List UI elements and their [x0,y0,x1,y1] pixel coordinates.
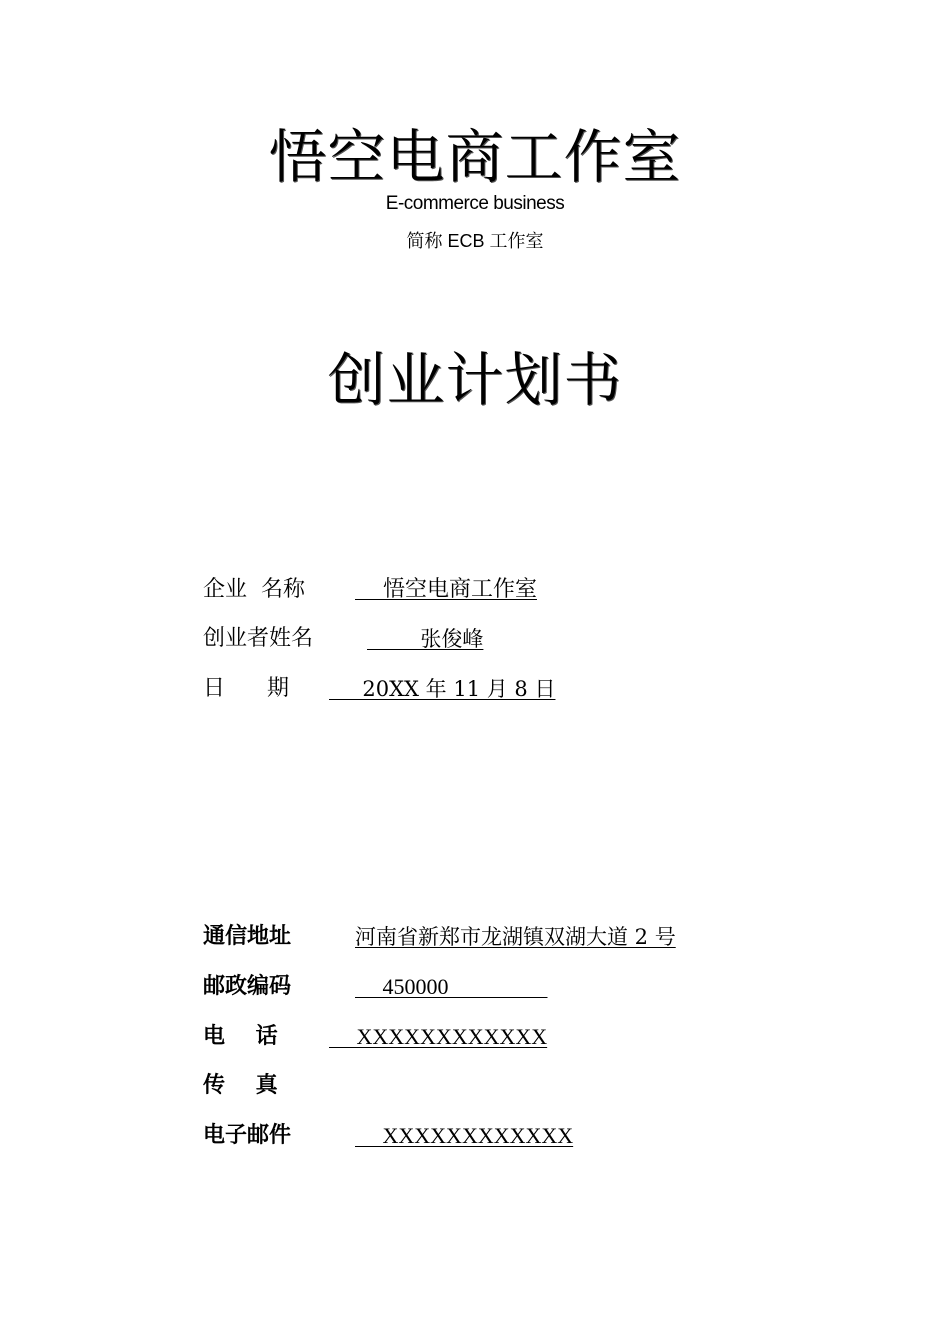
studio-name-heading: 悟空电商工作室 [268,123,682,191]
address-label: 通信地址 [203,924,292,949]
email-value: XXXXXXXXXXXX [355,1123,574,1148]
date-value: 20XX 年 11 月 8 日 [329,677,556,701]
phone-label: 电 话 [203,1024,278,1049]
date-label: 日 期 [203,676,289,701]
founder-value: 张俊峰 [367,627,484,651]
studio-name-english: E-commerce business [385,193,565,214]
postal-code-label: 邮政编码 [203,974,292,999]
document-title: 创业计划书 [327,346,623,414]
phone-value: XXXXXXXXXXXX [329,1024,548,1049]
studio-abbreviation: 简称 ECB 工作室 [406,231,544,251]
email-label: 电子邮件 [203,1123,292,1148]
founder-label: 创业者姓名 [203,626,314,651]
company-name-label: 企业 名称 [203,577,305,602]
address-value: 河南省新郑市龙湖镇双湖大道 2 号 [355,925,676,949]
fax-label: 传 真 [203,1073,278,1098]
postal-code-value: 450000 [355,974,548,999]
company-name-value: 悟空电商工作室 [355,577,537,602]
